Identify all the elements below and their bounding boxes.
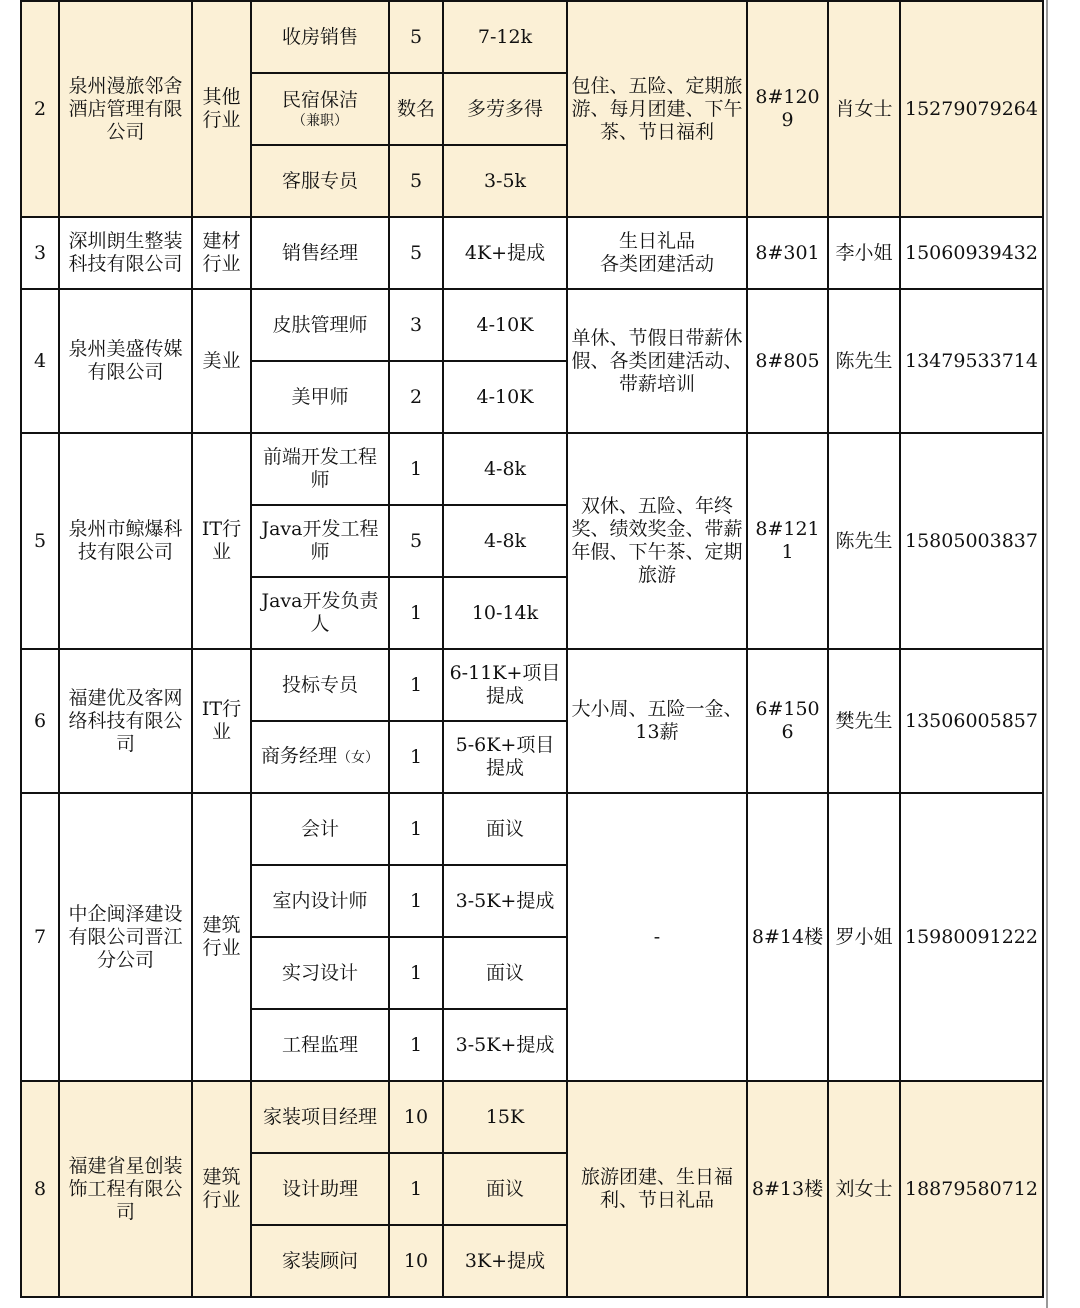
job-title: 民宿保洁 xyxy=(281,88,358,111)
benefits: - xyxy=(567,793,747,1081)
job-title: 设计助理 xyxy=(281,1177,358,1200)
table-row xyxy=(21,1,1043,73)
headcount: 1 xyxy=(389,721,443,793)
job-title-cell xyxy=(251,937,389,1009)
job-title: 商务经理 xyxy=(260,744,337,767)
salary: 面议 xyxy=(443,793,567,865)
headcount: 1 xyxy=(389,649,443,721)
contact-person: 陈先生 xyxy=(828,289,900,433)
headcount: 5 xyxy=(389,145,443,217)
salary: 10-14k xyxy=(443,577,567,649)
company-name: 中企闽泽建设有限公司晋江分公司 xyxy=(59,793,192,1081)
company-name: 泉州美盛传媒有限公司 xyxy=(59,289,192,433)
row-number: 3 xyxy=(21,217,59,289)
salary: 4-10K xyxy=(443,289,567,361)
row-number: 2 xyxy=(21,1,59,217)
headcount: 1 xyxy=(389,793,443,865)
headcount: 5 xyxy=(389,1,443,73)
job-title: Java开发工程师 xyxy=(261,518,379,563)
job-table xyxy=(20,0,1044,1298)
benefits: 双休、五险、年终奖、绩效奖金、带薪年假、下午茶、定期旅游 xyxy=(567,433,747,649)
job-title-cell xyxy=(251,1081,389,1153)
salary: 5-6K+项目提成 xyxy=(443,721,567,793)
job-title: 工程监理 xyxy=(281,1033,358,1056)
phone-number: 15279079264 xyxy=(900,1,1043,217)
salary: 4-8k xyxy=(443,505,567,577)
salary: 15K xyxy=(443,1081,567,1153)
job-title: Java开发负责人 xyxy=(261,590,379,635)
job-title-cell xyxy=(251,505,389,577)
job-title-cell xyxy=(251,721,389,793)
salary: 3K+提成 xyxy=(443,1225,567,1297)
table-row xyxy=(21,289,1043,361)
job-title: 室内设计师 xyxy=(272,889,368,912)
table-row xyxy=(21,1081,1043,1153)
job-title-cell xyxy=(251,793,389,865)
contact-person: 樊先生 xyxy=(828,649,900,793)
job-title-cell xyxy=(251,217,389,289)
page-edge-line xyxy=(1046,0,1048,1308)
job-title: 收房销售 xyxy=(281,25,358,48)
headcount: 1 xyxy=(389,865,443,937)
job-title-cell xyxy=(251,1,389,73)
company-name: 福建优及客网络科技有限公司 xyxy=(59,649,192,793)
industry: 建筑行业 xyxy=(192,793,251,1081)
salary: 面议 xyxy=(443,937,567,1009)
industry: 其他行业 xyxy=(192,1,251,217)
phone-number: 15060939432 xyxy=(900,217,1043,289)
salary: 多劳多得 xyxy=(443,73,567,145)
headcount: 2 xyxy=(389,361,443,433)
industry: 美业 xyxy=(192,289,251,433)
salary: 6-11K+项目提成 xyxy=(443,649,567,721)
industry: 建材行业 xyxy=(192,217,251,289)
salary: 4-10K xyxy=(443,361,567,433)
headcount: 5 xyxy=(389,505,443,577)
room-number: 8#1209 xyxy=(747,1,828,217)
row-number: 4 xyxy=(21,289,59,433)
room-number: 8#1211 xyxy=(747,433,828,649)
headcount: 10 xyxy=(389,1225,443,1297)
company-name: 泉州漫旅邻舍酒店管理有限公司 xyxy=(59,1,192,217)
job-title: 家装项目经理 xyxy=(262,1105,377,1128)
headcount: 1 xyxy=(389,433,443,505)
salary: 7-12k xyxy=(443,1,567,73)
benefits: 包住、五险、定期旅游、每月团建、下午茶、节日福利 xyxy=(567,1,747,217)
benefits: 生日礼品 各类团建活动 xyxy=(567,217,747,289)
table-row xyxy=(21,433,1043,505)
job-title: 前端开发工程师 xyxy=(262,446,377,491)
headcount: 1 xyxy=(389,1009,443,1081)
headcount: 10 xyxy=(389,1081,443,1153)
job-title: 会计 xyxy=(300,817,339,840)
phone-number: 13479533714 xyxy=(900,289,1043,433)
contact-person: 罗小姐 xyxy=(828,793,900,1081)
room-number: 8#13楼 xyxy=(747,1081,828,1297)
job-title-cell xyxy=(251,649,389,721)
benefits: 旅游团建、生日福利、节日礼品 xyxy=(567,1081,747,1297)
benefits: 大小周、五险一金、13薪 xyxy=(567,649,747,793)
job-title-cell xyxy=(251,361,389,433)
job-title-cell xyxy=(251,73,389,145)
job-title-cell xyxy=(251,577,389,649)
job-table-body xyxy=(21,1,1043,1297)
salary: 面议 xyxy=(443,1153,567,1225)
row-number: 6 xyxy=(21,649,59,793)
salary: 4K+提成 xyxy=(443,217,567,289)
headcount: 3 xyxy=(389,289,443,361)
headcount: 1 xyxy=(389,937,443,1009)
contact-person: 陈先生 xyxy=(828,433,900,649)
company-name: 泉州市鲸爆科技有限公司 xyxy=(59,433,192,649)
headcount: 数名 xyxy=(389,73,443,145)
salary: 3-5k xyxy=(443,145,567,217)
contact-person: 肖女士 xyxy=(828,1,900,217)
contact-person: 刘女士 xyxy=(828,1081,900,1297)
phone-number: 15980091222 xyxy=(900,793,1043,1081)
row-number: 8 xyxy=(21,1081,59,1297)
headcount: 1 xyxy=(389,1153,443,1225)
salary: 4-8k xyxy=(443,433,567,505)
job-title: 投标专员 xyxy=(281,673,358,696)
job-title-cell xyxy=(251,1153,389,1225)
room-number: 8#301 xyxy=(747,217,828,289)
company-name: 深圳朗生整装科技有限公司 xyxy=(59,217,192,289)
job-note: （兼职） xyxy=(292,112,348,129)
job-title: 家装顾问 xyxy=(281,1249,358,1272)
job-title: 皮肤管理师 xyxy=(272,313,368,336)
industry: IT行业 xyxy=(192,433,251,649)
job-title-cell xyxy=(251,865,389,937)
industry: 建筑行业 xyxy=(192,1081,251,1297)
industry: IT行业 xyxy=(192,649,251,793)
job-title: 美甲师 xyxy=(291,385,349,408)
phone-number: 18879580712 xyxy=(900,1081,1043,1297)
job-title-cell xyxy=(251,433,389,505)
company-name: 福建省星创装饰工程有限公司 xyxy=(59,1081,192,1297)
headcount: 5 xyxy=(389,217,443,289)
job-title: 销售经理 xyxy=(281,241,358,264)
table-row xyxy=(21,217,1043,289)
room-number: 6#1506 xyxy=(747,649,828,793)
row-number: 5 xyxy=(21,433,59,649)
table-row xyxy=(21,793,1043,865)
benefits: 单休、节假日带薪休假、各类团建活动、带薪培训 xyxy=(567,289,747,433)
salary: 3-5K+提成 xyxy=(443,1009,567,1081)
row-number: 7 xyxy=(21,793,59,1081)
job-title-cell xyxy=(251,1009,389,1081)
room-number: 8#805 xyxy=(747,289,828,433)
room-number: 8#14楼 xyxy=(747,793,828,1081)
job-title-cell xyxy=(251,289,389,361)
headcount: 1 xyxy=(389,577,443,649)
job-title: 实习设计 xyxy=(281,961,358,984)
job-title: 客服专员 xyxy=(281,169,358,192)
phone-number: 13506005857 xyxy=(900,649,1043,793)
salary: 3-5K+提成 xyxy=(443,865,567,937)
job-title-cell xyxy=(251,145,389,217)
phone-number: 15805003837 xyxy=(900,433,1043,649)
table-row xyxy=(21,649,1043,721)
contact-person: 李小姐 xyxy=(828,217,900,289)
job-title-cell xyxy=(251,1225,389,1297)
job-note: （女） xyxy=(337,749,379,766)
